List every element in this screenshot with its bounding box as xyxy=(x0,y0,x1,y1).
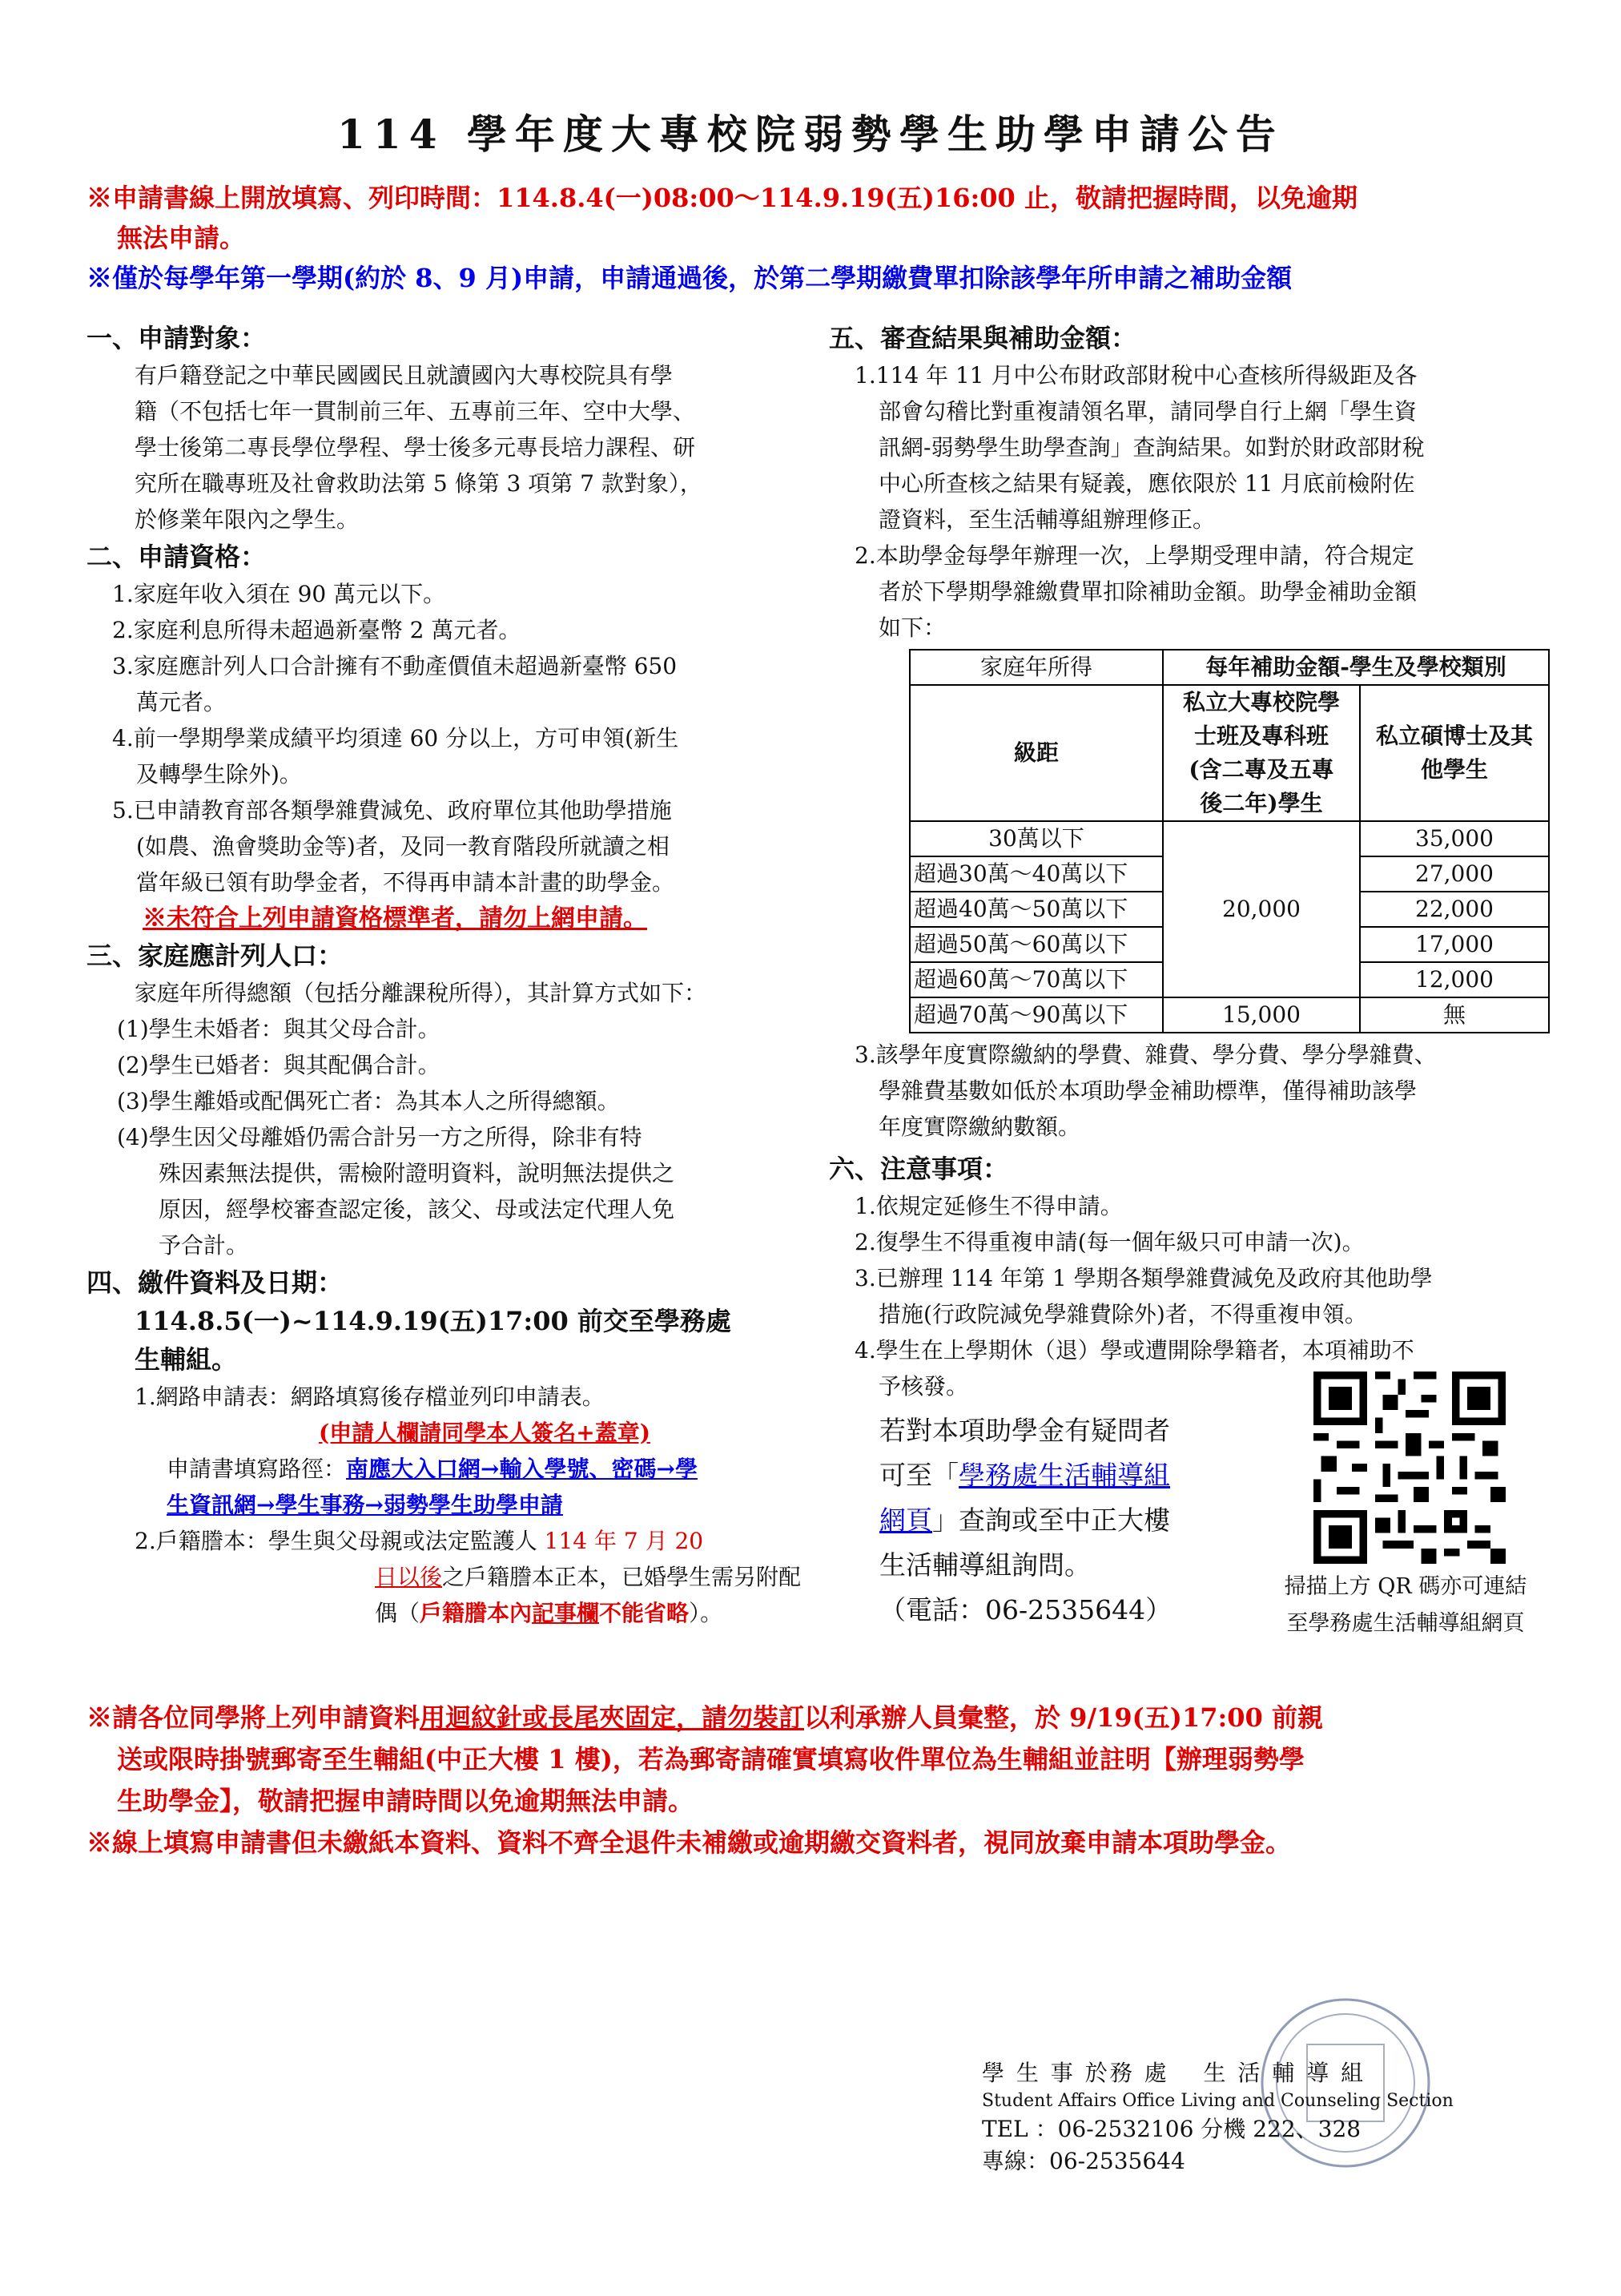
qr-code-icon[interactable] xyxy=(1313,1372,1506,1564)
text-line: 不能省略 xyxy=(599,1600,690,1626)
text-line: 」查詢或至中正大樓 xyxy=(932,1504,1170,1536)
text-line: 中心所查核之結果有疑義，應依限於 11 月底前檢附佐 xyxy=(879,470,1415,497)
table-cell: 超過70萬～90萬以下 xyxy=(910,997,1163,1033)
text-line: 偶（ xyxy=(375,1600,420,1626)
text-line: 予核發。 xyxy=(879,1373,969,1400)
table-cell: 17,000 xyxy=(1360,927,1549,962)
table-cell: 12,000 xyxy=(1360,962,1549,997)
text-line: 申請書填寫路徑： xyxy=(167,1456,347,1482)
table-cell: 22,000 xyxy=(1360,892,1549,927)
text-line: 4.學生在上學期休（退）學或遭開除學籍者，本項補助不 xyxy=(855,1337,1414,1364)
text-line: 者於下學期學雜繳費單扣除補助金額。助學金補助金額 xyxy=(879,578,1418,605)
text-line: 3.家庭應計列人口合計擁有不動產價值未超過新臺幣 650 xyxy=(112,653,678,679)
text-line: 1.家庭年收入須在 90 萬元以下。 xyxy=(112,581,446,607)
table-cell: 超過30萬～40萬以下 xyxy=(910,856,1163,892)
text-line: 1.114 年 11 月中公布財政部財稅中心查核所得級距及各 xyxy=(855,362,1418,389)
grant-amount-table xyxy=(909,649,1550,1033)
text-line: 究所在職專班及社會救助法第 5 條第 3 項第 7 款對象）， xyxy=(135,470,702,497)
office-direct-line: 專線：06-2535644 xyxy=(982,2148,1185,2174)
eligibility-warning xyxy=(86,900,823,937)
footer xyxy=(982,2057,1559,2177)
office-name-en: Student Affairs Office Living and Counseling Section xyxy=(982,2091,1454,2111)
text-line: 1.網路申請表：網路填寫後存檔並列印申請表。 xyxy=(135,1384,605,1410)
list-item xyxy=(86,792,823,900)
table-cell: 35,000 xyxy=(1360,821,1549,856)
text-line: 以利承辦人員彙整，於 9/19(五)17:00 前親 xyxy=(804,1702,1323,1733)
section-3-heading: 三、家庭應計列人口： xyxy=(86,941,344,971)
text-line: 114 年 7 月 20 xyxy=(544,1528,704,1554)
list-item xyxy=(829,1260,1550,1332)
text-line: ※請各位同學將上列申請資料 xyxy=(86,1702,420,1733)
list-item xyxy=(829,538,1550,646)
text-line: 1.依規定延修生不得申請。 xyxy=(855,1193,1123,1219)
text-line: 私立碩博士及其 xyxy=(1375,723,1533,749)
table-cell: 超過50萬～60萬以下 xyxy=(910,927,1163,962)
text-line: (1)學生未婚者：與其父母合計。 xyxy=(117,1016,440,1042)
text-line: 2.本助學金每學年辦理一次，上學期受理申請，符合規定 xyxy=(855,542,1414,569)
text-line: 記事欄 xyxy=(532,1600,600,1626)
text-line: 生輔組。 xyxy=(135,1344,238,1375)
text-line: 3.該學年度實際繳納的學費、雜費、學分費、學分學雜費、 xyxy=(855,1041,1437,1068)
text-line: 2.戶籍謄本：學生與父母親或法定監護人 xyxy=(135,1528,537,1554)
qr-caption xyxy=(1249,1569,1562,1642)
text-line: ※未符合上列申請資格標準者，請勿上網申請。 xyxy=(143,904,647,932)
signature-note xyxy=(86,1415,823,1451)
bottom-notice-line-4: ※線上填寫申請書但未繳紙本資料、資料不齊全退件未補繳或逾期繳交資料者，視同放棄申請本項助學金。 xyxy=(86,1827,1292,1858)
text-line: 至學務處生活輔導組網頁 xyxy=(1286,1611,1525,1636)
table-header-cell: 級距 xyxy=(910,685,1163,821)
list-item xyxy=(86,1011,823,1047)
section-4-body xyxy=(86,1302,823,1631)
section-2-heading: 二、申請資格： xyxy=(86,542,267,572)
text-line: 114.8.5(一)~114.9.19(五)17:00 前交至學務處 xyxy=(135,1306,731,1336)
text-line: (2)學生已婚者：與其配偶合計。 xyxy=(117,1052,440,1078)
table-header-row xyxy=(910,685,1549,821)
text-line: 年度實際繳納數額。 xyxy=(879,1114,1081,1140)
text-line: (如農、漁會獎助金等)者，及同一教育階段所就讀之相 xyxy=(136,833,670,860)
text-line: 如下： xyxy=(879,614,947,641)
table-cell: 超過60萬～70萬以下 xyxy=(910,962,1163,997)
text-line: 之戶籍謄本正本，已婚學生需另附配 xyxy=(442,1564,802,1590)
section-2-body xyxy=(86,576,823,937)
bottom-notice xyxy=(86,1697,1560,1863)
office-name: 學 生 事 於務 處 生 活 輔 導 組 xyxy=(982,2060,1366,2086)
list-item xyxy=(86,612,823,648)
text-line: 5.已申請教育部各類學雜費減免、政府單位其他助學措施 xyxy=(112,797,672,824)
text-line: 及轉學生除外)。 xyxy=(136,761,302,787)
contact-info xyxy=(879,1408,1296,1633)
text-line: 2.家庭利息所得未超過新臺幣 2 萬元者。 xyxy=(112,617,521,643)
table-row xyxy=(910,997,1549,1033)
application-path xyxy=(86,1451,823,1523)
list-item xyxy=(86,1083,823,1119)
text-line: (申請人欄請同學本人簽名+蓋章) xyxy=(319,1420,650,1446)
notice-line-3: ※僅於每學年第一學期(約於 8、9 月)申請，申請通過後，於第二學期繳費單扣除該學年所申請之補助金額 xyxy=(86,263,1293,293)
household-record-item xyxy=(86,1523,823,1631)
counseling-webpage-link-2[interactable]: 網頁 xyxy=(879,1504,932,1536)
list-item xyxy=(86,1119,823,1263)
text-line: 若對本項助學金有疑問者 xyxy=(879,1415,1170,1446)
text-line: 學士後第二專長學位學程、學士後多元專長培力課程、研 xyxy=(135,434,696,461)
table-header-cell xyxy=(1360,685,1549,821)
text-line: 有戶籍登記之中華民國國民且就讀國內大專校院具有學 xyxy=(135,362,674,389)
text-line: 籍（不包括七年一貫制前三年、五專前三年、空中大學、 xyxy=(135,398,696,425)
text-line: 3.已辦理 114 年第 1 學期各類學雜費減免及政府其他助學 xyxy=(855,1265,1433,1291)
text-line: 原因，經學校審查認定後，該父、母或法定代理人免 xyxy=(159,1196,675,1223)
text-line: 掃描上方 QR 碼亦可連結 xyxy=(1284,1574,1527,1599)
list-item xyxy=(86,1047,823,1083)
table-header-cell: 每年補助金額-學生及學校類別 xyxy=(1163,650,1549,685)
text-line: ）。 xyxy=(689,1600,723,1626)
table-header-cell xyxy=(1163,685,1360,821)
counseling-webpage-link[interactable]: 學務處生活輔導組 xyxy=(959,1460,1170,1491)
text-line: 他學生 xyxy=(1420,756,1488,783)
text-line: 2.復學生不得重複申請(每一個年級只可申請一次)。 xyxy=(855,1229,1365,1255)
bottom-notice-line-1 xyxy=(86,1697,1560,1738)
text-line: 措施(行政院減免學雜費除外)者，不得重複申領。 xyxy=(879,1301,1367,1327)
text-line: 可至「 xyxy=(879,1460,959,1491)
text-line: 萬元者。 xyxy=(136,689,227,715)
table-cell: 超過40萬～50萬以下 xyxy=(910,892,1163,927)
bottom-notice-line-2: 送或限時掛號郵寄至生輔組(中正大樓 1 樓)，若為郵寄請確實填寫收件單位為生輔組並註明【辦理弱勢學 xyxy=(117,1744,1305,1774)
list-item xyxy=(829,1224,1550,1260)
text-line: 部會勾稽比對重複請領名單，請同學自行上網「學生資 xyxy=(879,398,1418,425)
text-line: 殊因素無法提供，需檢附證明資料，說明無法提供之 xyxy=(159,1160,675,1186)
list-item xyxy=(829,357,1550,538)
text-line: 日以後 xyxy=(375,1564,443,1590)
table-cell: 20,000 xyxy=(1163,821,1360,997)
text-line: 私立大專校院學 xyxy=(1182,689,1340,715)
section-1-body xyxy=(86,357,823,538)
table-header-cell: 家庭年所得 xyxy=(910,650,1163,685)
left-column xyxy=(86,319,823,1631)
text-line: 生活輔導組詢問。 xyxy=(879,1549,1091,1581)
list-item xyxy=(86,720,823,792)
list-item xyxy=(86,576,823,612)
page-title: 114 學年度大專校院弱勢學生助學申請公告 xyxy=(337,111,1284,158)
text-line: 當年級已領有助學金者，不得再申請本計畫的助學金。 xyxy=(136,869,675,896)
text-line: 證資料，至生活輔導組辦理修正。 xyxy=(879,506,1216,533)
text-line: (3)學生離婚或配偶死亡者：為其本人之所得總額。 xyxy=(117,1088,620,1114)
text-line: 後二年)學生 xyxy=(1200,790,1323,816)
notice-line-2: 無法申請。 xyxy=(117,223,246,253)
text-line: 學雜費基數如低於本項助學金補助標準，僅得補助該學 xyxy=(879,1078,1418,1104)
top-notice xyxy=(86,178,1560,298)
text-line: (含二專及五專 xyxy=(1189,756,1334,783)
text-line: 用迴紋針或長尾夾固定，請勿裝訂 xyxy=(420,1702,805,1733)
text-line: 訊網-弱勢學生助學查詢」查詢結果。如對於財政部財稅 xyxy=(879,434,1425,461)
section-6-heading: 六、注意事項： xyxy=(829,1154,1009,1184)
list-item xyxy=(86,648,823,720)
submission-deadline xyxy=(86,1302,823,1379)
table-cell: 15,000 xyxy=(1163,997,1360,1033)
path-text: 南應大入口網→輸入學號、密碼→學 xyxy=(346,1456,698,1482)
text-line: 士班及專科班 xyxy=(1193,723,1329,749)
office-phone: TEL ：06-2532106 分機 222、328 xyxy=(982,2116,1362,2142)
section-1-heading: 一、申請對象： xyxy=(86,323,267,353)
text-line: (4)學生因父母離婚仍需合計另一方之所得，除非有特 xyxy=(117,1124,642,1150)
right-column xyxy=(829,319,1550,1404)
table-cell: 27,000 xyxy=(1360,856,1549,892)
text-line: 戶籍謄本內 xyxy=(420,1600,533,1626)
table-header-row xyxy=(910,650,1549,685)
text-line: 於修業年限內之學生。 xyxy=(135,506,360,533)
section-3-body xyxy=(86,975,823,1263)
table-cell: 30萬以下 xyxy=(910,821,1163,856)
list-item xyxy=(829,1037,1550,1145)
list-item xyxy=(829,1188,1550,1224)
notice-line-1: ※申請書線上開放填寫、列印時間：114.8.4(一)08:00～114.9.19(五)16:00 止，敬請把握時間，以免逾期 xyxy=(86,183,1358,213)
path-text: 生資訊網→學生事務→弱勢學生助學申請 xyxy=(167,1492,563,1518)
table-cell: 無 xyxy=(1360,997,1549,1033)
text-line: 4.前一學期學業成績平均須達 60 分以上，方可申領(新生 xyxy=(112,725,679,751)
text-line: 予合計。 xyxy=(159,1232,249,1259)
table-row xyxy=(910,821,1549,856)
text-line: 家庭年所得總額（包括分離課稅所得），其計算方式如下： xyxy=(135,980,707,1006)
section-5-heading: 五、審查結果與補助金額： xyxy=(829,323,1137,353)
bottom-notice-line-3: 生助學金】，敬請把握申請時間以免逾期無法申請。 xyxy=(117,1786,694,1816)
section-4-heading: 四、繳件資料及日期： xyxy=(86,1267,344,1298)
text-line: （電話：06-2535644） xyxy=(879,1594,1173,1625)
